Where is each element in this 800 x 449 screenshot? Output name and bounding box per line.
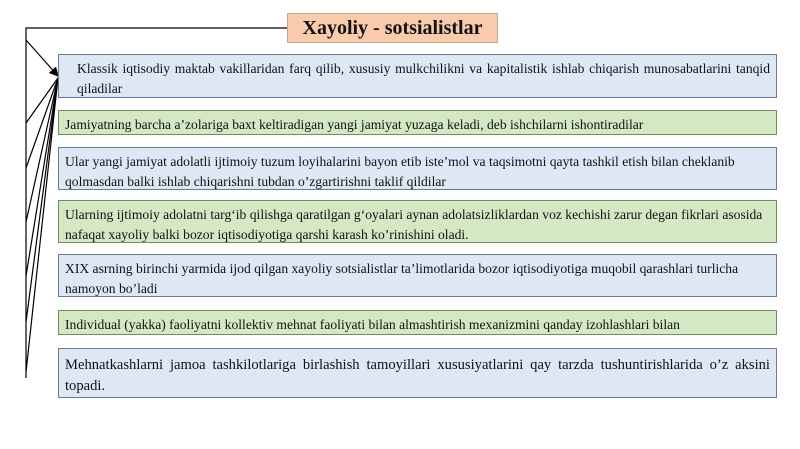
diagram-title: Xayoliy - sotsialistlar [287,13,498,43]
item-box-7: Mehnatkashlarni jamoa tashkilotlariga birlashish tamoyillari xususiyatlarini qay tarzda tushuntirishlarida o’z aksini topadi. [58,348,777,398]
item-box-1: Klassik iqtisodiy maktab vakillaridan farq qilib, xususiy mulkchilikni va kapitalistik ishlab chiqarish munosabatlarini tanqid qiladilar [58,54,777,98]
item-box-4: Ularning ijtimoiy adolatni targ‘ib qilishga qaratilgan g‘oyalari aynan adolatsizliklardan voz kechishi zarur degan fikrlari asosida nafaqat xayoliy balki bozor iqtisodiyotiga qarshi karash ko’rinishini oladi. [58,200,777,243]
item-box-2: Jamiyatning barcha a’zolariga baxt keltiradigan yangi jamiyat yuzaga keladi, deb ishchilarni ishontiradilar [58,110,777,135]
item-box-3: Ular yangi jamiyat adolatli ijtimoiy tuzum loyihalarini bayon etib iste’mol va taqsimotni qayta tashkil etish bilan cheklanib qolmasdan balki ishlab chiqarishni tubdan o’zgartirishni taklif qildilar [58,147,777,190]
item-box-5: XIX asrning birinchi yarmida ijod qilgan xayoliy sotsialistlar ta’limotlarida bozor iqtisodiyotiga muqobil qarashlari turlicha namoyon bo’ladi [58,254,777,297]
item-box-6: Individual (yakka) faoliyatni kollektiv mehnat faoliyati bilan almashtirish mexanizmini qanday izohlashlari bilan [58,310,777,335]
branch-line-5 [26,78,58,276]
branch-line-1 [26,40,58,76]
